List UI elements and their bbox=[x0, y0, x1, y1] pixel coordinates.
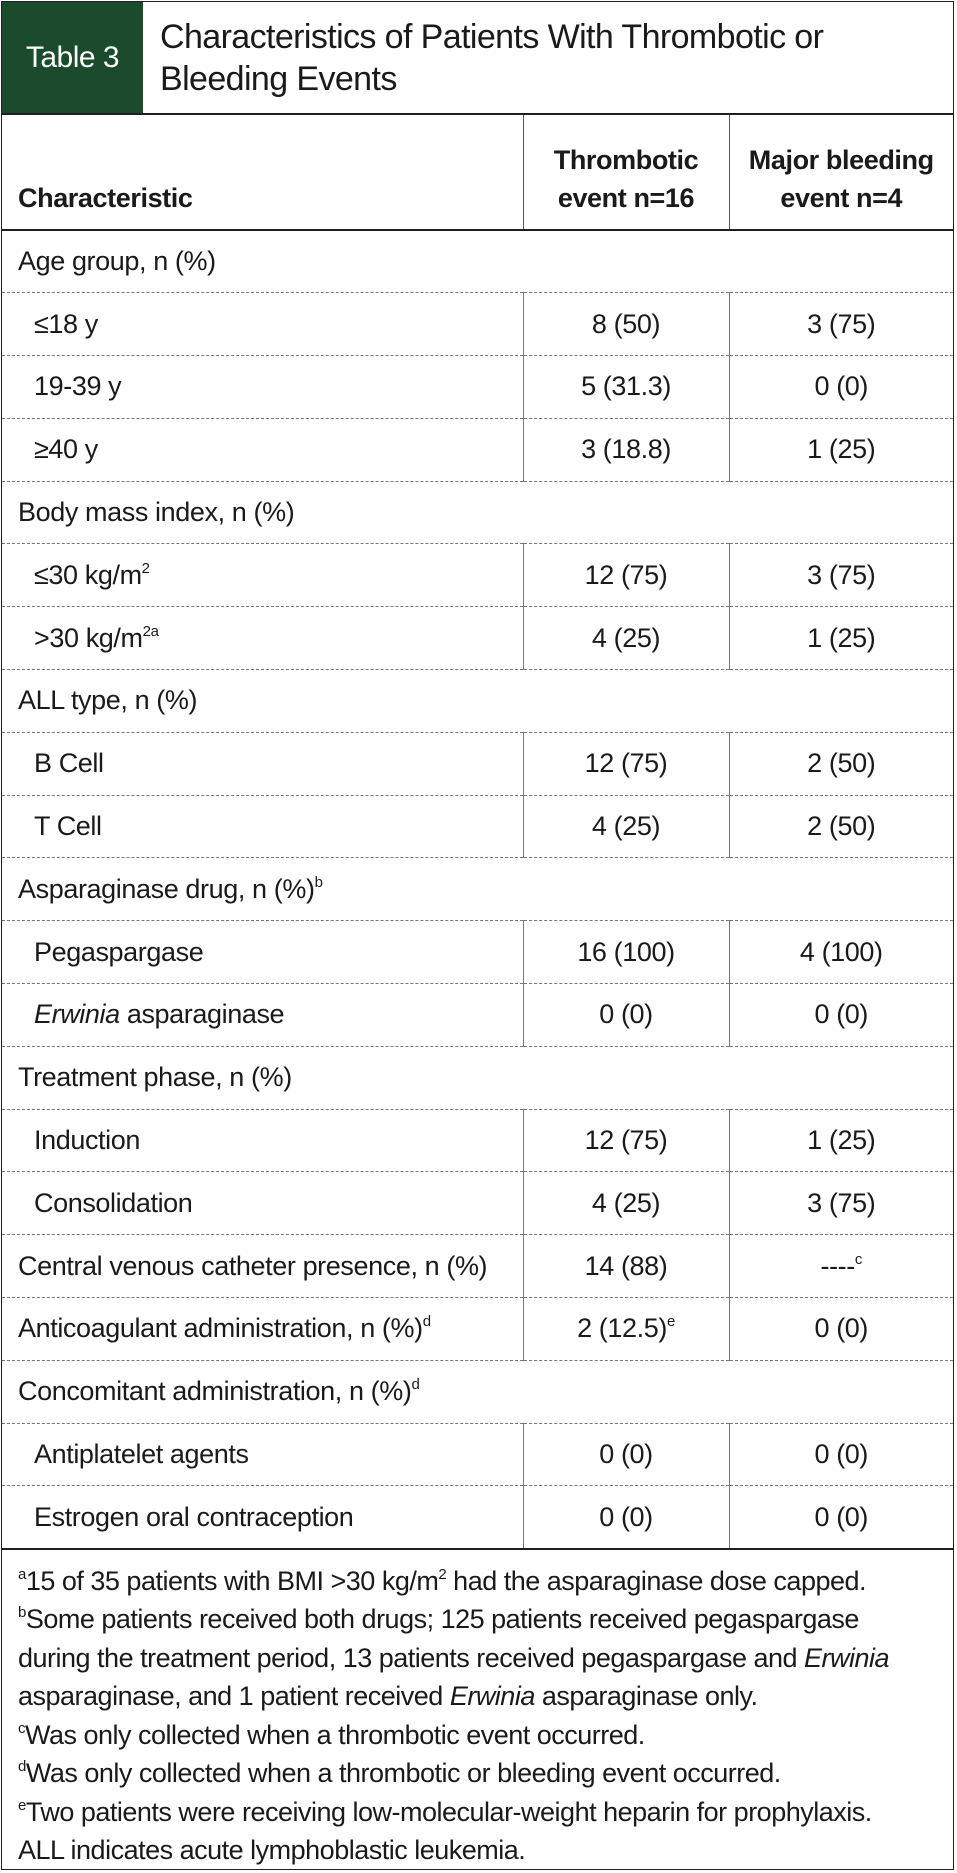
table-row bbox=[2, 1172, 953, 1235]
bleeding-value bbox=[729, 1235, 953, 1298]
bleeding-header-line1: Major bleeding bbox=[748, 145, 934, 175]
thrombotic-value: 12 (75) bbox=[523, 1109, 729, 1172]
row-label: Antiplatelet agents bbox=[2, 1423, 523, 1486]
abbreviation-note: ALL indicates acute lymphoblastic leukemia. bbox=[18, 1835, 526, 1866]
table-footnotes bbox=[2, 1550, 953, 1870]
category-treatment-phase: Treatment phase, n (%) bbox=[2, 1046, 953, 1109]
table-row bbox=[2, 1109, 953, 1172]
footnote-mark: a bbox=[18, 1565, 26, 1583]
category-concomitant bbox=[2, 1360, 953, 1423]
thrombotic-header-line2: event n=16 bbox=[557, 183, 695, 213]
characteristics-table bbox=[2, 115, 953, 1550]
footnote-a bbox=[18, 1562, 937, 1601]
footnote-text: asparaginase only. bbox=[534, 1681, 758, 1712]
thrombotic-value bbox=[523, 1298, 729, 1361]
table-row bbox=[2, 1486, 953, 1549]
superscript: 2 bbox=[438, 1565, 447, 1583]
footnote-mark: b bbox=[18, 1604, 26, 1622]
table-number-badge: Table 3 bbox=[2, 2, 143, 113]
footnote-text: Two patients were receiving low-molecular-weight heparin for prophylaxis. bbox=[25, 1796, 872, 1827]
superscript: b bbox=[314, 873, 323, 891]
bleeding-value: 3 (75) bbox=[729, 1172, 953, 1235]
column-header-bleeding bbox=[729, 115, 953, 230]
thrombotic-value: 3 (18.8) bbox=[523, 418, 729, 481]
row-label-text: Anticoagulant administration, n (%) bbox=[18, 1313, 423, 1344]
thrombotic-value: 5 (31.3) bbox=[523, 356, 729, 419]
table-figure bbox=[1, 1, 954, 1870]
table-row bbox=[2, 1423, 953, 1486]
thrombotic-header-line1: Thrombotic bbox=[553, 145, 699, 175]
table-row bbox=[2, 1046, 953, 1109]
table-row bbox=[2, 921, 953, 984]
row-label: Induction bbox=[2, 1109, 523, 1172]
row-label bbox=[2, 1298, 523, 1361]
table-row bbox=[2, 795, 953, 858]
table-title: Characteristics of Patients With Thrombotic or Bleeding Events bbox=[160, 18, 824, 98]
footnote-mark: c bbox=[18, 1719, 25, 1737]
superscript: 2 bbox=[141, 559, 150, 577]
table-row bbox=[2, 481, 953, 544]
thrombotic-value: 12 (75) bbox=[523, 544, 729, 607]
footnote-b bbox=[18, 1600, 937, 1716]
table-row bbox=[2, 293, 953, 356]
bleeding-value: 4 (100) bbox=[729, 921, 953, 984]
category-age-group: Age group, n (%) bbox=[2, 230, 953, 293]
thrombotic-value: 12 (75) bbox=[523, 732, 729, 795]
row-label: Pegaspargase bbox=[2, 921, 523, 984]
bleeding-value: 0 (0) bbox=[729, 1486, 953, 1549]
category-label: Concomitant administration, n (%) bbox=[18, 1376, 412, 1407]
table-row bbox=[2, 1298, 953, 1361]
table-row bbox=[2, 858, 953, 921]
category-bmi: Body mass index, n (%) bbox=[2, 481, 953, 544]
footnote-d bbox=[18, 1754, 937, 1793]
superscript: d bbox=[411, 1376, 420, 1394]
footnote-text: had the asparaginase dose capped. bbox=[446, 1565, 867, 1596]
table-row bbox=[2, 356, 953, 419]
column-header-row bbox=[2, 115, 953, 230]
row-label: B Cell bbox=[2, 732, 523, 795]
table-row bbox=[2, 544, 953, 607]
superscript: d bbox=[422, 1313, 431, 1331]
row-label: T Cell bbox=[2, 795, 523, 858]
category-asparaginase-drug bbox=[2, 858, 953, 921]
bleeding-value: 0 (0) bbox=[729, 984, 953, 1047]
table-header bbox=[2, 2, 953, 115]
footnote-mark: d bbox=[18, 1758, 26, 1776]
row-label bbox=[2, 544, 523, 607]
bleeding-value: 1 (25) bbox=[729, 1109, 953, 1172]
thrombotic-value: 4 (25) bbox=[523, 607, 729, 670]
row-label: Central venous catheter presence, n (%) bbox=[2, 1235, 523, 1298]
bleeding-value: 0 (0) bbox=[729, 1423, 953, 1486]
thrombotic-value: 16 (100) bbox=[523, 921, 729, 984]
row-label: Consolidation bbox=[2, 1172, 523, 1235]
table-row bbox=[2, 1360, 953, 1423]
footnote-text: 15 of 35 patients with BMI >30 kg/m bbox=[25, 1565, 439, 1596]
value-text: 2 (12.5) bbox=[577, 1313, 667, 1344]
row-label-italic: Erwinia bbox=[34, 999, 120, 1030]
bleeding-value: 2 (50) bbox=[729, 795, 953, 858]
thrombotic-value: 0 (0) bbox=[523, 1423, 729, 1486]
category-label: Asparaginase drug, n (%) bbox=[18, 873, 315, 904]
thrombotic-value: 4 (25) bbox=[523, 1172, 729, 1235]
bleeding-value: 0 (0) bbox=[729, 356, 953, 419]
table-row bbox=[2, 670, 953, 733]
table-row bbox=[2, 418, 953, 481]
row-label bbox=[2, 607, 523, 670]
row-label-text: asparaginase bbox=[119, 999, 285, 1030]
bleeding-header-line2: event n=4 bbox=[780, 183, 903, 213]
footnote-text: asparaginase, and 1 patient received bbox=[18, 1681, 450, 1712]
row-label: 19-39 y bbox=[2, 356, 523, 419]
table-row bbox=[2, 607, 953, 670]
column-header-characteristic: Characteristic bbox=[2, 115, 523, 230]
row-label-text: >30 kg/m bbox=[34, 622, 143, 653]
bleeding-value: 1 (25) bbox=[729, 418, 953, 481]
bleeding-value: 3 (75) bbox=[729, 293, 953, 356]
column-header-thrombotic bbox=[523, 115, 729, 230]
row-label bbox=[2, 984, 523, 1047]
bleeding-value: 3 (75) bbox=[729, 544, 953, 607]
thrombotic-value: 0 (0) bbox=[523, 1486, 729, 1549]
table-row bbox=[2, 984, 953, 1047]
footnote-c bbox=[18, 1716, 937, 1755]
bleeding-value: 1 (25) bbox=[729, 607, 953, 670]
row-label-text: ≤30 kg/m bbox=[34, 559, 142, 590]
footnote-text: Was only collected when a thrombotic or bleeding event occurred. bbox=[25, 1758, 781, 1789]
table-row bbox=[2, 1235, 953, 1298]
category-all-type: ALL type, n (%) bbox=[2, 670, 953, 733]
row-label: Estrogen oral contraception bbox=[2, 1486, 523, 1549]
row-label: ≥40 y bbox=[2, 418, 523, 481]
value-text: ---- bbox=[820, 1250, 855, 1281]
row-label: ≤18 y bbox=[2, 293, 523, 356]
thrombotic-value: 8 (50) bbox=[523, 293, 729, 356]
superscript: c bbox=[854, 1250, 862, 1268]
footnote-e bbox=[18, 1793, 937, 1832]
table-row bbox=[2, 230, 953, 293]
footnote-italic: Erwinia bbox=[804, 1642, 890, 1673]
superscript: e bbox=[666, 1313, 675, 1331]
table-row bbox=[2, 732, 953, 795]
thrombotic-value: 4 (25) bbox=[523, 795, 729, 858]
footnote-text: Was only collected when a thrombotic event occurred. bbox=[25, 1719, 645, 1750]
footnote-text: Some patients received both drugs; 125 patients received pegaspargase during the treatment period, 13 patients received pegaspargase and bbox=[18, 1604, 859, 1673]
footnote-mark: e bbox=[18, 1796, 26, 1814]
thrombotic-value: 0 (0) bbox=[523, 984, 729, 1047]
thrombotic-value: 14 (88) bbox=[523, 1235, 729, 1298]
bleeding-value: 0 (0) bbox=[729, 1298, 953, 1361]
bleeding-value: 2 (50) bbox=[729, 732, 953, 795]
footnote-italic: Erwinia bbox=[449, 1681, 535, 1712]
superscript: 2a bbox=[142, 622, 159, 640]
